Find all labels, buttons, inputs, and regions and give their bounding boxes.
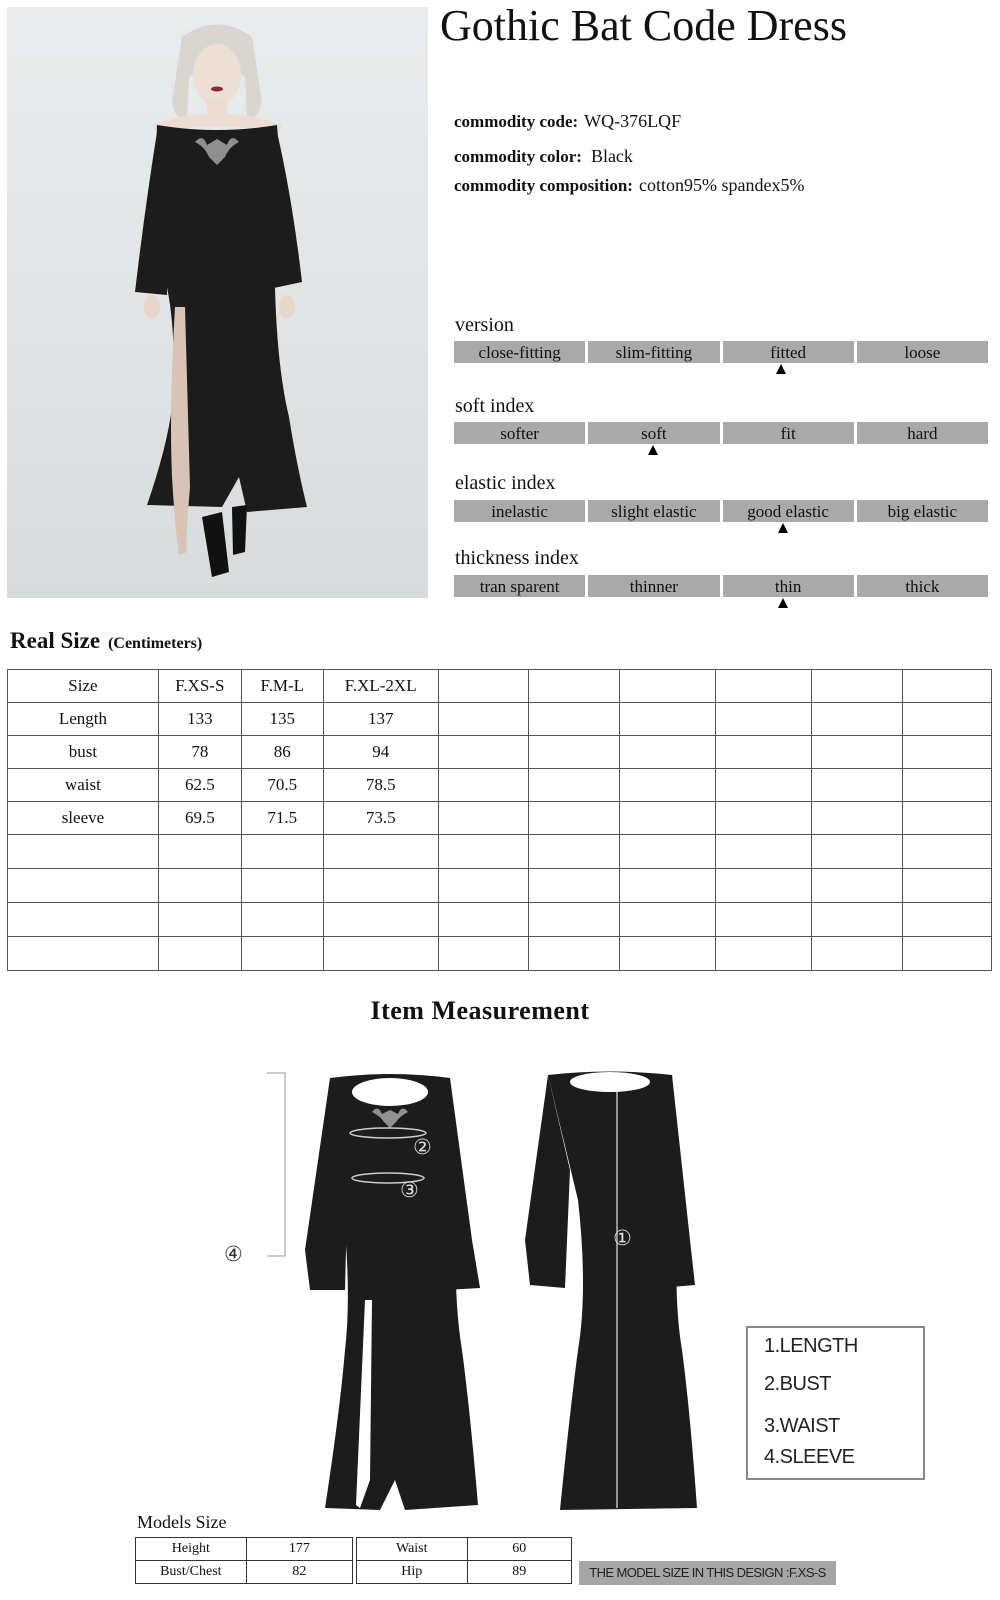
table-row-empty [8,937,992,971]
marker-length: ① [613,1226,632,1250]
soft-index-bar [454,422,988,444]
table-row-empty [8,835,992,869]
models-table-right [356,1537,572,1584]
commodity-color [454,146,633,167]
legend-item: 4.SLEEVE [764,1446,855,1468]
table-row [8,703,992,736]
table-row-empty [8,903,992,937]
table-row [8,769,992,802]
table-row [357,1538,572,1561]
version-option: close-fitting [454,341,585,363]
elastic-index-option: slight elastic [588,500,719,522]
product-photo [7,7,428,598]
size-cell: 62.5 [158,769,241,802]
soft-index-selected-marker [648,445,658,455]
dress-front [305,1074,480,1510]
models-size-title: Models Size [137,1512,227,1532]
size-header-cell: Size [8,670,159,703]
model-label: Waist [357,1538,468,1561]
version-option: loose [857,341,988,363]
size-cell: 70.5 [241,769,323,802]
elastic-index-option: big elastic [857,500,988,522]
marker-waist: ③ [400,1178,419,1202]
real-size-title [10,628,202,654]
version-selected-marker [776,364,786,374]
legend-item: 1.LENGTH [764,1335,858,1357]
soft-index-option: soft [588,422,719,444]
soft-index-option: fit [723,422,854,444]
model-value: 89 [467,1561,571,1584]
model-label: Bust/Chest [136,1561,247,1584]
size-header-cell: F.M-L [241,670,323,703]
thickness-index-option: thick [857,575,988,597]
row-label: bust [8,736,159,769]
legend-item: 2.BUST [764,1373,832,1395]
models-table-left [135,1537,353,1584]
version-option: fitted [723,341,854,363]
commodity-color-value: Black [590,146,633,166]
real-size-unit: (Centimeters) [108,635,203,652]
real-size-heading: Real Size [10,628,101,653]
version-bar [454,341,988,363]
elastic-index-bar [454,500,988,522]
elastic-index-label: elastic index [455,472,556,494]
row-label: waist [8,769,159,802]
marker-bust: ② [413,1135,432,1159]
size-cell: 78.5 [323,769,438,802]
size-table [7,669,992,971]
soft-index-label: soft index [455,395,535,417]
table-row [357,1561,572,1584]
version-label: version [455,314,514,336]
size-cell: 78 [158,736,241,769]
thickness-index-option: tran sparent [454,575,585,597]
table-row [8,802,992,835]
item-measurement-title: Item Measurement [370,996,590,1025]
commodity-composition-value: cotton95% spandex5% [638,175,805,195]
row-label: Length [8,703,159,736]
thickness-index-option: thinner [588,575,719,597]
model-value: 82 [246,1561,352,1584]
product-title: Gothic Bat Code Dress [440,1,847,50]
model-label: Hip [357,1561,468,1584]
size-cell: 94 [323,736,438,769]
commodity-composition [454,175,804,196]
elastic-index-option: good elastic [723,500,854,522]
commodity-composition-label: commodity composition: [454,176,633,195]
model-illustration [7,7,428,598]
marker-sleeve: ④ [224,1242,243,1266]
table-row-empty [8,869,992,903]
commodity-color-label: commodity color: [454,147,582,166]
size-cell: 73.5 [323,802,438,835]
size-header-cell: F.XL-2XL [323,670,438,703]
soft-index-option: softer [454,422,585,444]
commodity-code [454,111,681,132]
dress-back [525,1072,697,1511]
size-cell: 71.5 [241,802,323,835]
version-option: slim-fitting [588,341,719,363]
elastic-index-option: inelastic [454,500,585,522]
thickness-index-selected-marker [778,598,788,608]
size-cell: 135 [241,703,323,736]
model-size-note: THE MODEL SIZE IN THIS DESIGN :F.XS-S [579,1561,836,1585]
size-table-header [8,670,992,703]
model-value: 177 [246,1538,352,1561]
size-cell: 86 [241,736,323,769]
size-cell: 69.5 [158,802,241,835]
measurement-diagram [0,1060,720,1520]
thickness-index-bar [454,575,988,597]
size-cell: 137 [323,703,438,736]
legend-item: 3.WAIST [764,1415,840,1437]
soft-index-option: hard [857,422,988,444]
model-value: 60 [467,1538,571,1561]
elastic-index-selected-marker [778,523,788,533]
sleeve-bracket [267,1073,285,1256]
commodity-code-label: commodity code: [454,112,579,131]
thickness-index-option: thin [723,575,854,597]
size-header-cell: F.XS-S [158,670,241,703]
model-label: Height [136,1538,247,1561]
measurement-legend [746,1326,925,1480]
commodity-code-value: WQ-376LQF [584,111,682,131]
size-cell: 133 [158,703,241,736]
table-row [136,1561,353,1584]
table-row [8,736,992,769]
row-label: sleeve [8,802,159,835]
table-row [136,1538,353,1561]
thickness-index-label: thickness index [455,547,579,569]
